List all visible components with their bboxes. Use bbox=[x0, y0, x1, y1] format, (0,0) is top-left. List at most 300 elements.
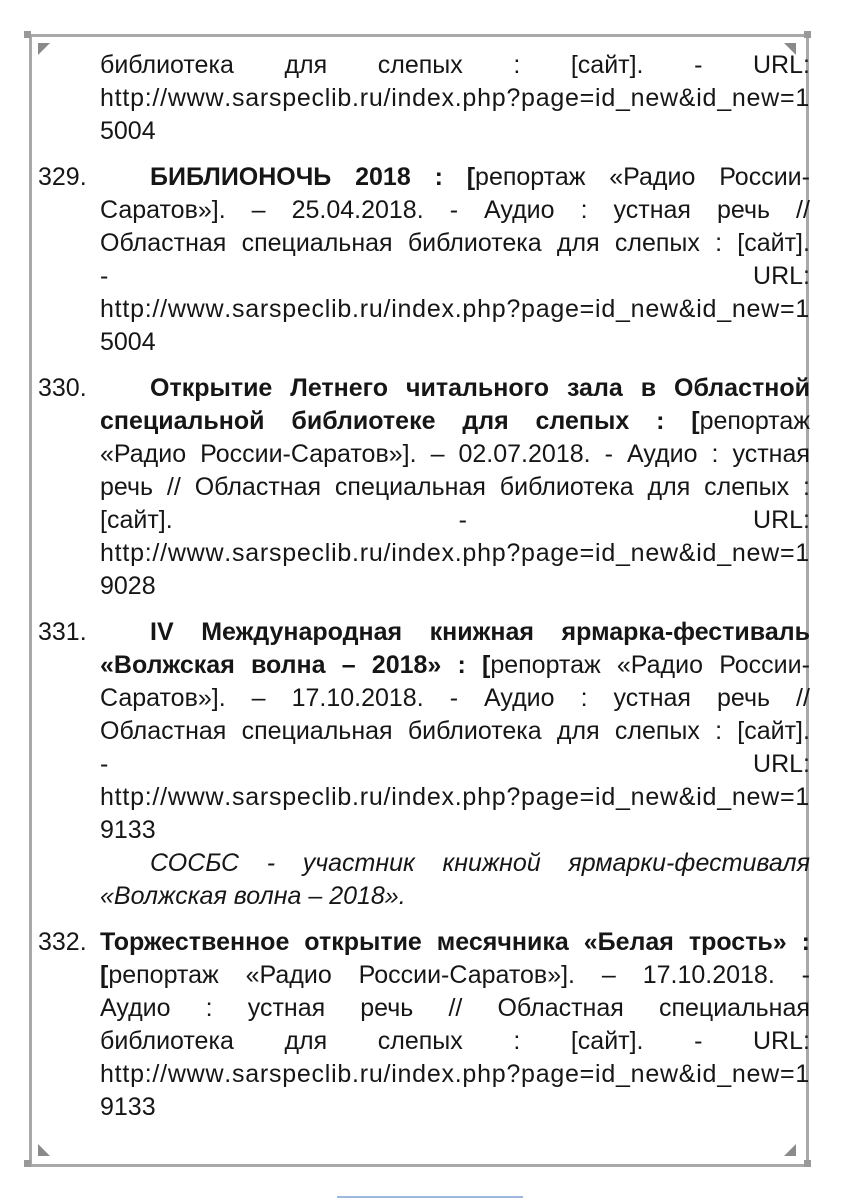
text-line bbox=[100, 227, 810, 260]
word: : bbox=[144, 539, 152, 567]
word: библиотека bbox=[407, 717, 542, 745]
word: e bbox=[296, 539, 311, 567]
word: w bbox=[761, 295, 780, 323]
word: _ bbox=[717, 1060, 732, 1088]
bibliography-entry bbox=[38, 372, 810, 603]
bibliography-entry bbox=[38, 926, 810, 1124]
word: 1 bbox=[795, 295, 810, 323]
word: w bbox=[659, 295, 679, 323]
word: / bbox=[383, 295, 391, 323]
word: p bbox=[282, 1060, 297, 1088]
word: : bbox=[656, 407, 665, 435]
word: t bbox=[122, 84, 130, 112]
bibliography-entry bbox=[100, 49, 810, 148]
word: c bbox=[311, 295, 325, 323]
word: b bbox=[337, 84, 352, 112]
entry-number: 331. bbox=[38, 618, 87, 646]
word: t bbox=[122, 539, 130, 567]
word: ? bbox=[506, 84, 521, 112]
word: - bbox=[449, 684, 459, 712]
word: - bbox=[458, 506, 467, 534]
word: Аудио bbox=[484, 684, 555, 712]
word: i bbox=[391, 539, 397, 567]
word: p bbox=[521, 539, 535, 567]
word: d bbox=[702, 84, 717, 112]
word: e bbox=[426, 84, 441, 112]
word: d bbox=[601, 295, 616, 323]
word: _ bbox=[717, 539, 732, 567]
word: i bbox=[331, 295, 337, 323]
word: h bbox=[477, 783, 491, 811]
word: / bbox=[152, 539, 160, 567]
word: 25.04.2018. bbox=[291, 196, 424, 224]
word: – bbox=[341, 651, 356, 679]
word: e bbox=[565, 783, 579, 811]
word: : bbox=[580, 684, 588, 712]
word: p bbox=[282, 84, 297, 112]
word: Открытие bbox=[150, 374, 273, 402]
word: p bbox=[491, 783, 506, 811]
text-line bbox=[100, 781, 810, 814]
bottom-accent-line bbox=[337, 1196, 523, 1198]
word: d bbox=[702, 539, 717, 567]
text-line bbox=[100, 748, 810, 781]
word: _ bbox=[717, 84, 732, 112]
word: для bbox=[647, 473, 691, 501]
word: p bbox=[282, 295, 297, 323]
text-line bbox=[100, 161, 810, 194]
word: i bbox=[331, 1060, 337, 1088]
word: речь bbox=[100, 473, 154, 501]
word: e bbox=[746, 84, 761, 112]
word: = bbox=[779, 84, 795, 112]
word: // bbox=[448, 994, 463, 1022]
text-line bbox=[100, 959, 810, 992]
word: . bbox=[352, 1060, 359, 1088]
word: _ bbox=[616, 783, 630, 811]
word: / bbox=[383, 539, 391, 567]
word: [сайт]. bbox=[570, 1027, 644, 1055]
word: БИБЛИОНОЧЬ bbox=[150, 163, 332, 191]
word: p bbox=[462, 783, 477, 811]
word: . bbox=[454, 539, 462, 567]
word: n bbox=[397, 295, 412, 323]
word: w bbox=[167, 539, 186, 567]
word: – bbox=[251, 196, 266, 224]
word: p bbox=[491, 1060, 506, 1088]
word: // bbox=[796, 196, 810, 224]
word: открытие bbox=[304, 928, 422, 956]
bibliography-entry bbox=[38, 616, 810, 913]
word: «Радио bbox=[245, 961, 332, 989]
word: Областной bbox=[674, 374, 810, 402]
word: i bbox=[696, 1060, 702, 1088]
text-line bbox=[100, 616, 810, 649]
text-line bbox=[100, 49, 810, 82]
word: e bbox=[645, 539, 660, 567]
word: i bbox=[696, 783, 702, 811]
word: n bbox=[630, 1060, 645, 1088]
word: h bbox=[100, 783, 114, 811]
text-line bbox=[100, 293, 810, 326]
text-line bbox=[100, 715, 810, 748]
word: a bbox=[245, 1060, 260, 1088]
word: i bbox=[595, 783, 601, 811]
corner-triangle-icon bbox=[38, 43, 50, 55]
word: r bbox=[259, 84, 269, 112]
word: ? bbox=[506, 295, 521, 323]
word: 9028 bbox=[100, 572, 156, 600]
word: «Радио bbox=[609, 163, 696, 191]
word: i bbox=[595, 295, 601, 323]
word: a bbox=[245, 539, 260, 567]
word: r bbox=[259, 539, 269, 567]
word: w bbox=[186, 84, 205, 112]
word: r bbox=[359, 295, 369, 323]
word: w bbox=[167, 1060, 186, 1088]
word: специальная bbox=[241, 229, 393, 257]
entries bbox=[38, 49, 810, 1124]
word: p bbox=[462, 84, 477, 112]
word: r bbox=[259, 295, 269, 323]
word: ? bbox=[506, 1060, 521, 1088]
word: = bbox=[779, 539, 795, 567]
text-line bbox=[100, 847, 810, 880]
word: g bbox=[550, 295, 565, 323]
word: d bbox=[601, 1060, 616, 1088]
word: URL: bbox=[752, 51, 810, 79]
word: p bbox=[282, 783, 297, 811]
word: s bbox=[231, 295, 245, 323]
word: / bbox=[160, 295, 168, 323]
word: URL: bbox=[752, 1027, 810, 1055]
word: a bbox=[535, 1060, 550, 1088]
word: u bbox=[368, 295, 383, 323]
word: _ bbox=[616, 84, 630, 112]
word: _ bbox=[616, 295, 630, 323]
word: p bbox=[521, 84, 535, 112]
word: i bbox=[391, 295, 397, 323]
word: t bbox=[114, 783, 122, 811]
word: речь bbox=[360, 994, 414, 1022]
word: Саратов»]. bbox=[100, 196, 226, 224]
word: : bbox=[457, 651, 466, 679]
word: c bbox=[311, 1060, 325, 1088]
word: ярмарки-фестиваля bbox=[568, 849, 810, 877]
word: книжная bbox=[429, 618, 534, 646]
word: x bbox=[441, 295, 454, 323]
word: - bbox=[801, 961, 810, 989]
word: d bbox=[601, 84, 616, 112]
word: a bbox=[245, 84, 260, 112]
word: слепых bbox=[614, 229, 700, 257]
word: речь bbox=[716, 684, 771, 712]
word: n bbox=[731, 295, 746, 323]
word: библиотека bbox=[407, 229, 542, 257]
text-line bbox=[100, 1025, 810, 1058]
word: t bbox=[114, 84, 122, 112]
word: в bbox=[640, 374, 657, 402]
word: i bbox=[595, 1060, 601, 1088]
text-line bbox=[100, 260, 810, 293]
word: & bbox=[678, 1060, 696, 1088]
word: URL: bbox=[753, 506, 810, 534]
word: e bbox=[565, 84, 579, 112]
word: ? bbox=[506, 783, 521, 811]
word: волна bbox=[250, 651, 326, 679]
word: e bbox=[645, 783, 660, 811]
word: 2018 bbox=[355, 163, 411, 191]
word: для bbox=[462, 407, 509, 435]
word: i bbox=[696, 539, 702, 567]
word: t bbox=[122, 783, 130, 811]
word: s bbox=[231, 783, 245, 811]
word: «Волжская bbox=[100, 882, 227, 910]
word: b bbox=[337, 1060, 352, 1088]
word: / bbox=[383, 1060, 391, 1088]
word: d bbox=[702, 1060, 717, 1088]
word: IV bbox=[150, 618, 174, 646]
word: w bbox=[167, 84, 186, 112]
word: w bbox=[186, 295, 205, 323]
word: «Радио bbox=[616, 651, 704, 679]
word: «Белая bbox=[583, 928, 674, 956]
word: ? bbox=[506, 539, 521, 567]
word: g bbox=[550, 1060, 565, 1088]
text-line bbox=[100, 372, 810, 405]
word: s bbox=[231, 1060, 245, 1088]
word: - bbox=[694, 51, 703, 79]
word: Международная bbox=[201, 618, 403, 646]
word: e bbox=[746, 1060, 761, 1088]
text-line bbox=[100, 682, 810, 715]
word: l bbox=[324, 1060, 331, 1088]
word: & bbox=[678, 84, 696, 112]
word: p bbox=[282, 539, 297, 567]
word: / bbox=[152, 84, 160, 112]
word: специальная bbox=[241, 717, 393, 745]
word: СОСБС bbox=[150, 849, 240, 877]
word: слепых bbox=[377, 51, 463, 79]
word: . bbox=[224, 783, 232, 811]
word: i bbox=[331, 84, 337, 112]
word: n bbox=[731, 539, 746, 567]
word: - bbox=[449, 196, 459, 224]
word: x bbox=[441, 84, 454, 112]
word: d bbox=[412, 783, 427, 811]
word: трость» bbox=[688, 928, 787, 956]
entry-number: 332. bbox=[38, 928, 87, 956]
word: специальная bbox=[658, 994, 810, 1022]
word: w bbox=[659, 84, 679, 112]
word: s bbox=[268, 783, 282, 811]
text-line bbox=[100, 471, 810, 504]
word: – bbox=[430, 440, 445, 468]
word: 1 bbox=[795, 539, 810, 567]
word: p bbox=[462, 295, 477, 323]
word: : bbox=[715, 229, 723, 257]
word: e bbox=[296, 84, 311, 112]
word: n bbox=[630, 84, 645, 112]
word: для bbox=[556, 717, 600, 745]
word: 9133 bbox=[100, 816, 156, 844]
word: = bbox=[779, 1060, 795, 1088]
text-line bbox=[100, 115, 810, 148]
word: . bbox=[352, 539, 359, 567]
word: волна bbox=[233, 882, 302, 910]
word: _ bbox=[717, 295, 732, 323]
word: - bbox=[694, 1027, 703, 1055]
word: для bbox=[284, 51, 328, 79]
word: e bbox=[645, 1060, 660, 1088]
word: w bbox=[761, 783, 780, 811]
word: : bbox=[715, 717, 723, 745]
word: – bbox=[308, 882, 323, 910]
word: 17.10.2018. bbox=[291, 684, 424, 712]
word: p bbox=[130, 84, 144, 112]
word: i bbox=[391, 84, 397, 112]
word: 2018» bbox=[371, 651, 442, 679]
word: . bbox=[224, 295, 232, 323]
word: b bbox=[337, 295, 352, 323]
word: библиотеке bbox=[291, 407, 436, 435]
text-line bbox=[100, 504, 810, 537]
word: [сайт]. bbox=[100, 506, 173, 534]
word: d bbox=[702, 783, 717, 811]
word: месячника bbox=[436, 928, 569, 956]
bibliography-entry bbox=[38, 161, 810, 359]
word: : bbox=[580, 196, 588, 224]
word: библиотека bbox=[100, 51, 234, 79]
word: / bbox=[383, 783, 391, 811]
word: u bbox=[368, 1060, 383, 1088]
word: устная bbox=[613, 196, 691, 224]
corner-cap-bottom-right bbox=[804, 1160, 811, 1167]
text-line bbox=[100, 1058, 810, 1091]
word: : bbox=[802, 473, 810, 501]
word: w bbox=[167, 783, 186, 811]
word: a bbox=[535, 84, 550, 112]
word: d bbox=[412, 1060, 427, 1088]
word: p bbox=[130, 783, 144, 811]
word: = bbox=[779, 295, 795, 323]
word: e bbox=[426, 539, 441, 567]
word: l bbox=[324, 783, 331, 811]
word: . bbox=[454, 1060, 462, 1088]
word: слепых bbox=[704, 473, 790, 501]
text-line bbox=[100, 649, 810, 682]
word: e bbox=[565, 539, 579, 567]
word: для bbox=[284, 1027, 328, 1055]
word: - bbox=[100, 262, 109, 290]
word: / bbox=[160, 539, 168, 567]
word: c bbox=[311, 783, 325, 811]
word: n bbox=[397, 539, 412, 567]
word: - bbox=[266, 849, 276, 877]
text-line bbox=[100, 194, 810, 227]
word: a bbox=[535, 539, 550, 567]
word: = bbox=[779, 783, 795, 811]
word: e bbox=[746, 295, 761, 323]
word: // bbox=[796, 684, 810, 712]
word: [репортаж bbox=[482, 651, 601, 679]
word: w bbox=[186, 539, 205, 567]
word: устная bbox=[732, 440, 810, 468]
word: _ bbox=[616, 539, 630, 567]
word: e bbox=[645, 84, 660, 112]
text-line bbox=[100, 992, 810, 1025]
word: ярмарка-фестиваль bbox=[561, 618, 810, 646]
word: d bbox=[412, 295, 427, 323]
word: h bbox=[477, 539, 491, 567]
word: i bbox=[331, 539, 337, 567]
word: i bbox=[696, 84, 702, 112]
word: Саратов»]. bbox=[100, 684, 226, 712]
word: e bbox=[426, 783, 441, 811]
corner-triangle-icon bbox=[38, 1144, 50, 1156]
word: h bbox=[100, 84, 114, 112]
word: Областная bbox=[497, 994, 624, 1022]
word: : bbox=[144, 1060, 152, 1088]
word: - bbox=[604, 440, 613, 468]
word: / bbox=[160, 84, 168, 112]
word: u bbox=[368, 539, 383, 567]
word: w bbox=[761, 539, 780, 567]
word: библиотека bbox=[100, 1027, 234, 1055]
word: . bbox=[454, 84, 462, 112]
word: i bbox=[595, 539, 601, 567]
word: r bbox=[359, 783, 369, 811]
word: / bbox=[383, 84, 391, 112]
word: _ bbox=[717, 783, 732, 811]
word: : bbox=[205, 994, 213, 1022]
word: России-Саратов»]. bbox=[200, 440, 417, 468]
word: России-Саратов»]. bbox=[358, 961, 576, 989]
word: g bbox=[550, 84, 565, 112]
word: a bbox=[535, 783, 550, 811]
word: = bbox=[579, 1060, 595, 1088]
entry-number: 329. bbox=[38, 163, 87, 191]
word: Аудио bbox=[626, 440, 698, 468]
word: s bbox=[231, 84, 245, 112]
word: e bbox=[746, 539, 761, 567]
word: = bbox=[579, 783, 595, 811]
word: = bbox=[579, 84, 595, 112]
word: . bbox=[224, 84, 232, 112]
word: n bbox=[731, 783, 746, 811]
word: e bbox=[296, 295, 311, 323]
word: // bbox=[166, 473, 181, 501]
corner-cap-top-left bbox=[24, 31, 31, 38]
word: / bbox=[152, 783, 160, 811]
word: p bbox=[462, 1060, 477, 1088]
word: n bbox=[630, 783, 645, 811]
word: e bbox=[296, 783, 311, 811]
word: – bbox=[601, 961, 616, 989]
word: «Волжская bbox=[100, 651, 235, 679]
word: w bbox=[659, 1060, 679, 1088]
word: : bbox=[144, 783, 152, 811]
word: [репортаж bbox=[100, 961, 219, 989]
word: p bbox=[521, 1060, 535, 1088]
word: b bbox=[337, 539, 352, 567]
word: u bbox=[368, 783, 383, 811]
word: a bbox=[245, 295, 260, 323]
word: - bbox=[100, 750, 109, 778]
word: n bbox=[731, 84, 746, 112]
word: e bbox=[426, 295, 441, 323]
word: = bbox=[579, 539, 595, 567]
